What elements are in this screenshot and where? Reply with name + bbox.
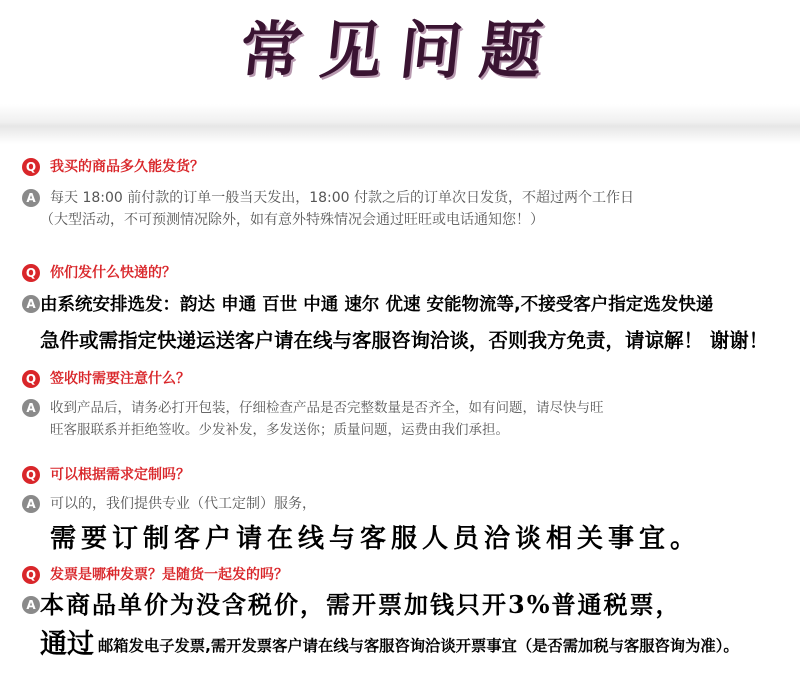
- faq-answer-2-line-1: 由系统安排选发：韵达 申通 百世 中通 速尔 优速 安能物流等,不接受客户指定选发快递: [40, 295, 714, 315]
- answer-icon: A: [22, 189, 40, 207]
- faq-answer-4-line-1: 可以的，我们提供专业（代工定制）服务，: [50, 496, 316, 512]
- faq-question-4: 可以根据需求定制吗？: [50, 467, 190, 483]
- question-icon: Q: [22, 466, 40, 484]
- faq-answer-3-line-2: 旺客服联系并拒绝签收。少发补发，多发送你；质量问题，运费由我们承担。: [50, 422, 509, 438]
- answer-icon: A: [22, 399, 40, 417]
- faq-answer-2-line-2: 急件或需指定快递运送客户请在线与客服咨询洽谈，否则我方免责，请谅解！ 谢谢！: [40, 329, 769, 352]
- faq-answer-4-line-2: 需要订制客户请在线与客服人员洽谈相关事宜。: [50, 524, 702, 554]
- faq-answer-3-line-1: 收到产品后，请务必打开包装，仔细检查产品是否完整数量是否齐全，如有问题，请尽快与旺: [50, 400, 604, 416]
- faq-answer-5-line-2: 邮箱发电子发票,需开发票客户请在线与客服咨询洽谈开票事宜（是否需加税与客服咨询为准）。: [98, 637, 739, 655]
- faq-question-3: 签收时需要注意什么？: [50, 371, 190, 387]
- divider: [0, 104, 800, 144]
- faq-answer-1-line-2: （大型活动，不可预测情况除外，如有意外特殊情况会通过旺旺或电话通知您！）: [40, 212, 544, 228]
- faq-question-1: 我买的商品多久能发货？: [50, 159, 204, 175]
- answer-icon: A: [22, 495, 40, 513]
- faq-question-5: 发票是哪种发票？是随货一起发的吗？: [50, 567, 288, 583]
- faq-answer-1-line-1: 每天 18:00 前付款的订单一般当天发出，18:00 付款之后的订单次日发货，不超过两个工作日: [50, 190, 635, 206]
- faq-answer-5-line-1: 本商品单价为没含税价，需开票加钱只开3%普通税票，: [40, 590, 682, 619]
- page-title: 常见问题: [236, 14, 564, 87]
- answer-icon: A: [22, 295, 40, 313]
- faq-answer-5-line-2-lead: 通过: [40, 629, 94, 660]
- question-icon: Q: [22, 370, 40, 388]
- question-icon: Q: [22, 264, 40, 282]
- answer-icon: A: [22, 596, 40, 614]
- question-icon: Q: [22, 158, 40, 176]
- faq-question-2: 你们发什么快递的？: [50, 265, 176, 281]
- question-icon: Q: [22, 566, 40, 584]
